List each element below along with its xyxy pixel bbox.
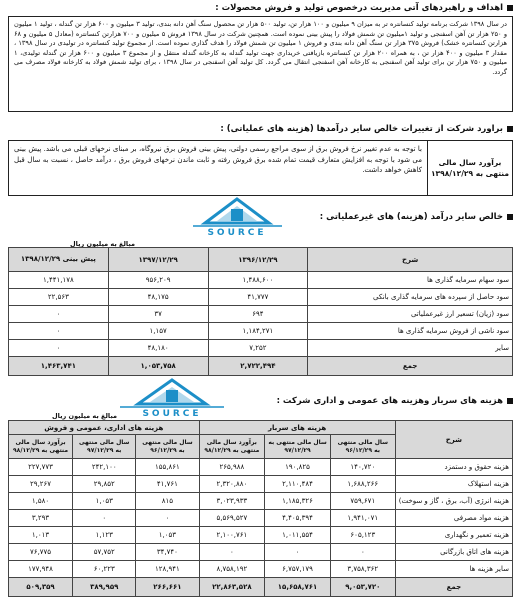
table-cell: ۴۸,۱۸۰ [108,340,208,357]
row-label: سود سهام سرمایه گذاری ها [308,272,513,289]
table-cell: ۱,۴۸۸,۶۰۰ [208,272,308,289]
table-cell: ۶۹۴ [208,306,308,323]
table-cell: ۹۵۶,۲۰۹ [108,272,208,289]
row-label: سود حاصل از سپرده های سرمایه گذاری بانکی [308,289,513,306]
total-cell: ۵۰۹,۳۵۹ [9,578,73,597]
table-cell: ۳,۰۲۳,۹۳۳ [199,493,265,510]
total-cell: ۲۲,۸۶۳,۵۲۸ [199,578,265,597]
table-cell: ۰ [9,340,109,357]
row-label: هزینه تعمیر و نگهداری [395,527,512,544]
table-cell: ۲,۱۱۰,۴۸۴ [265,476,331,493]
col-header: برآورد سال مالی منتهی به ۹۸/۱۲/۲۹ [9,435,73,459]
total-cell: ۲,۷۲۲,۴۹۴ [208,357,308,376]
table-cell: ۳۴,۷۴۰ [136,544,199,561]
table-cell: ۴,۴۰۵,۳۹۴ [265,510,331,527]
table-cell: ۶۰۵,۱۲۳ [330,527,395,544]
bullet-icon [507,398,513,404]
section1-title-text: اهداف و راهبردهای آتی مدیریت درخصوص تولید و فروش محصولات : [215,3,503,13]
total-cell: ۱۵,۶۵۸,۷۶۱ [265,578,331,597]
bullet-icon [507,5,513,11]
section2-box [8,140,513,196]
table-cell: ۷۶,۷۷۵ [9,544,73,561]
table-row [9,476,513,493]
table-cell: ۲۹,۲۶۷ [9,476,73,493]
table-cell: ۱۹۰,۸۲۵ [265,459,331,476]
section1-paragraph: در سال ۱۳۹۸ شرکت برنامه تولید کنسانتره تر به میزان ۹ میلیون و ۱۰۰ هزار تن، تولید ۵۰۰ هزار تن محصول سنگ آهن دانه بندی، تولید ۳ میلیون و ۶۰۰ هزار تن گندله ، تولید ۱ میلیون و ۲۵۰ هزار تن آهن اسفنجی و تولید ۱میلیون تن شمش فولاد را پیش بینی نموده است. همچنین شرکت در سال ۱۳۹۸ فروش ۵ میلیون و ۷۰۰ هزارتن کنسانتره (معادل ۵ میلیون و ۶۸ هزارتن کنسانتره خشک) فروش ۳۷۵ هزار تن سنگ آهن دانه بندی و فروش ۱ میلیون تن شمش فولاد را هدف گذاری نموده است. از مجموع تولید کنسانتره در تولیدی در سال ۱۳۹۸ ، مقدار ۳ میلیون و ۴۰۰ هزار تن ، به همراه ۲۰۰ هزار تن کنسانتره بازیافتی خریداری جهت تولید گندله به کارخانه گندله منتقل و از مجموع ۳ میلیون و ۶۰۰ هزار تن گندله تولیدی، ۱ میلیون و ۷۵۰ هزار تن برای تولید آهن اسفنجی به کارخانه آهن اسفنجی انتقال می گردد. کل تولید آهن اسفنجی در سال ۱۳۹۸ ، برای تولید شمش فولاد به کارخانه فولاد مصرف می گردد. [8,16,513,112]
row-label: هزینه های اتاق بازرگانی [395,544,512,561]
table-cell: ۱۷۷,۹۴۸ [9,561,73,578]
table-row [9,493,513,510]
table-cell: ۲۶۵,۹۸۸ [199,459,265,476]
logo-text: SOURCE [142,409,202,418]
table-cell: ۴۱,۷۶۱ [136,476,199,493]
table-cell: ۲۲۷,۷۷۳ [9,459,73,476]
table-cell: ۰ [9,306,109,323]
table-row [9,323,513,340]
overhead-admin-table [8,420,513,597]
section3-title-text: خالص سایر درآمد (هزینه) های غیرعملیاتی : [319,212,503,222]
nonop-income-table [8,247,513,376]
col-header: برآورد سال مالی منتهی به ۹۸/۱۲/۲۹ [199,435,265,459]
table-cell: ۰ [199,544,265,561]
table-cell: ۰ [73,510,136,527]
group-header-overhead: هزینه های سربار [199,421,395,435]
table-cell: ۱,۱۵۷ [108,323,208,340]
table-cell: ۱,۱۸۴,۲۷۱ [208,323,308,340]
section4-title-text: هزینه های سربار وهزینه های عمومی و اداری شرکت : [276,396,503,406]
table-cell: ۲۲,۵۶۳ [9,289,109,306]
col-header: شرح [308,248,513,272]
table-cell: ۰ [9,323,109,340]
table-row [9,306,513,323]
table-row [9,272,513,289]
table-cell: ۱,۶۸۸,۲۶۶ [330,476,395,493]
section3-title [320,212,513,222]
table-row [9,510,513,527]
total-cell: ۱,۴۶۳,۷۴۱ [9,357,109,376]
section1-title [215,3,513,13]
bullet-icon [507,126,513,132]
total-label: جمع [308,357,513,376]
table-row [9,544,513,561]
row-label: سود (زیان) تسعیر ارز غیرعملیاتی [308,306,513,323]
table-cell: ۵,۵۶۹,۵۲۷ [199,510,265,527]
table-cell: ۳۷ [108,306,208,323]
row-label: هزینه حقوق و دستمزد [395,459,512,476]
table-cell: ۰ [330,544,395,561]
table-cell: ۶۰,۲۲۳ [73,561,136,578]
total-row [9,578,513,597]
table-cell: ۲,۱۰۰,۷۶۱ [199,527,265,544]
table-header-row [9,248,513,272]
total-row [9,357,513,376]
table-cell: ۸,۷۵۸,۱۹۲ [199,561,265,578]
row-label: سود ناشی از فروش سرمایه گذاری ها [308,323,513,340]
table-cell: ۱,۱۸۵,۳۲۶ [265,493,331,510]
row-label: هزینه انرژی (آب، برق ، گاز و سوخت) [395,493,512,510]
section2-title [220,124,513,134]
row-label: سایر هزینه ها [395,561,512,578]
total-cell: ۱,۰۵۳,۷۵۸ [108,357,208,376]
col-header: سال مالی منتهی به ۹۷/۱۲/۲۹ [73,435,136,459]
source-logo [112,378,232,418]
col-header: سال مالی منتهی به ۹۶/۱۲/۲۹ [136,435,199,459]
table-cell: ۱۴۰,۷۲۰ [330,459,395,476]
table-cell: ۱,۹۴۱,۰۷۱ [330,510,395,527]
table-cell: ۴۱,۷۷۷ [208,289,308,306]
section2-title-text: براورد شرکت از تغییرات خالص سایر درآمدها (هزینه های عملیاتی) : [220,124,503,134]
table-row [9,527,513,544]
col-header: پیش بینی ۱۳۹۸/۱۲/۲۹ [9,248,109,272]
table-row [9,459,513,476]
col-header: سال مالی منتهی به ۹۶/۱۲/۲۹ [330,435,395,459]
source-logo [185,197,290,237]
col-header: ۱۳۹۶/۱۲/۲۹ [208,248,308,272]
table-cell: ۱,۱۲۳ [73,527,136,544]
section2-header: برآورد سال مالی منتهی به ۱۳۹۸/۱۲/۲۹ [427,141,512,195]
total-cell: ۲۶۶,۶۶۱ [136,578,199,597]
logo-text: SOURCE [207,228,267,237]
table-cell: ۱۵۵,۸۶۱ [136,459,199,476]
section2-paragraph: با توجه به عدم تغییر نرخ فروش برق از سوی مراجع رسمی دولتی، پیش بینی فروش برق نیروگاه، بر مبنای نرخهای قبلی می باشد. پیش بینی می شود با توجه به افزایش متعارف قیمت تمام شده برق فروش رفته و ثابت ماندن نرخهای فروش برق ، درآمد حاصل ، نسبت به سال قبل کاهش خواهد داشت. [14,145,422,174]
table-cell: ۸۱۵ [136,493,199,510]
table-cell: ۲۴۲,۱۰۰ [73,459,136,476]
table-cell: ۳,۲۹۳ [9,510,73,527]
row-label: هزینه استهلاک [395,476,512,493]
total-label: جمع [395,578,512,597]
table-group-header-row [9,421,513,435]
table-cell: ۰ [265,544,331,561]
section4-title [277,396,513,406]
table-cell: ۲,۳۲۰,۸۸۰ [199,476,265,493]
group-header-admin: هزینه های اداری، عمومی و فروش [9,421,200,435]
row-label: سایر [308,340,513,357]
table-cell: ۱,۰۵۳ [73,493,136,510]
section4-unit: مبالغ به میلیون ریال [52,412,118,420]
section3-unit: مبالغ به میلیون ریال [70,240,136,248]
total-cell: ۳۸۹,۹۵۹ [73,578,136,597]
table-cell: ۱,۰۱۱,۵۵۴ [265,527,331,544]
table-cell: ۰ [136,510,199,527]
table-cell: ۱,۵۸۰ [9,493,73,510]
table-cell: ۷,۲۵۲ [208,340,308,357]
table-cell: ۱,۰۵۳ [136,527,199,544]
col-header: ۱۳۹۷/۱۲/۲۹ [108,248,208,272]
total-cell: ۹,۰۵۳,۷۲۰ [330,578,395,597]
table-cell: ۳,۷۵۸,۳۶۲ [330,561,395,578]
table-cell: ۱,۰۱۳ [9,527,73,544]
table-cell: ۱,۴۴۱,۱۷۸ [9,272,109,289]
row-label: هزینه مواد مصرفی [395,510,512,527]
table-cell: ۵۷,۷۵۲ [73,544,136,561]
table-row [9,289,513,306]
bullet-icon [507,214,513,220]
table-cell: ۴۸,۱۷۵ [108,289,208,306]
table-row [9,340,513,357]
table-cell: ۲۹,۸۵۲ [73,476,136,493]
table-cell: ۶,۷۵۷,۱۷۹ [265,561,331,578]
table-row [9,561,513,578]
col-header-desc: شرح [395,421,512,459]
table-cell: ۷۵۹,۶۷۱ [330,493,395,510]
col-header: سال مالی منتهی به ۹۷/۱۲/۲۹ [265,435,331,459]
table-cell: ۱۲۸,۹۴۱ [136,561,199,578]
